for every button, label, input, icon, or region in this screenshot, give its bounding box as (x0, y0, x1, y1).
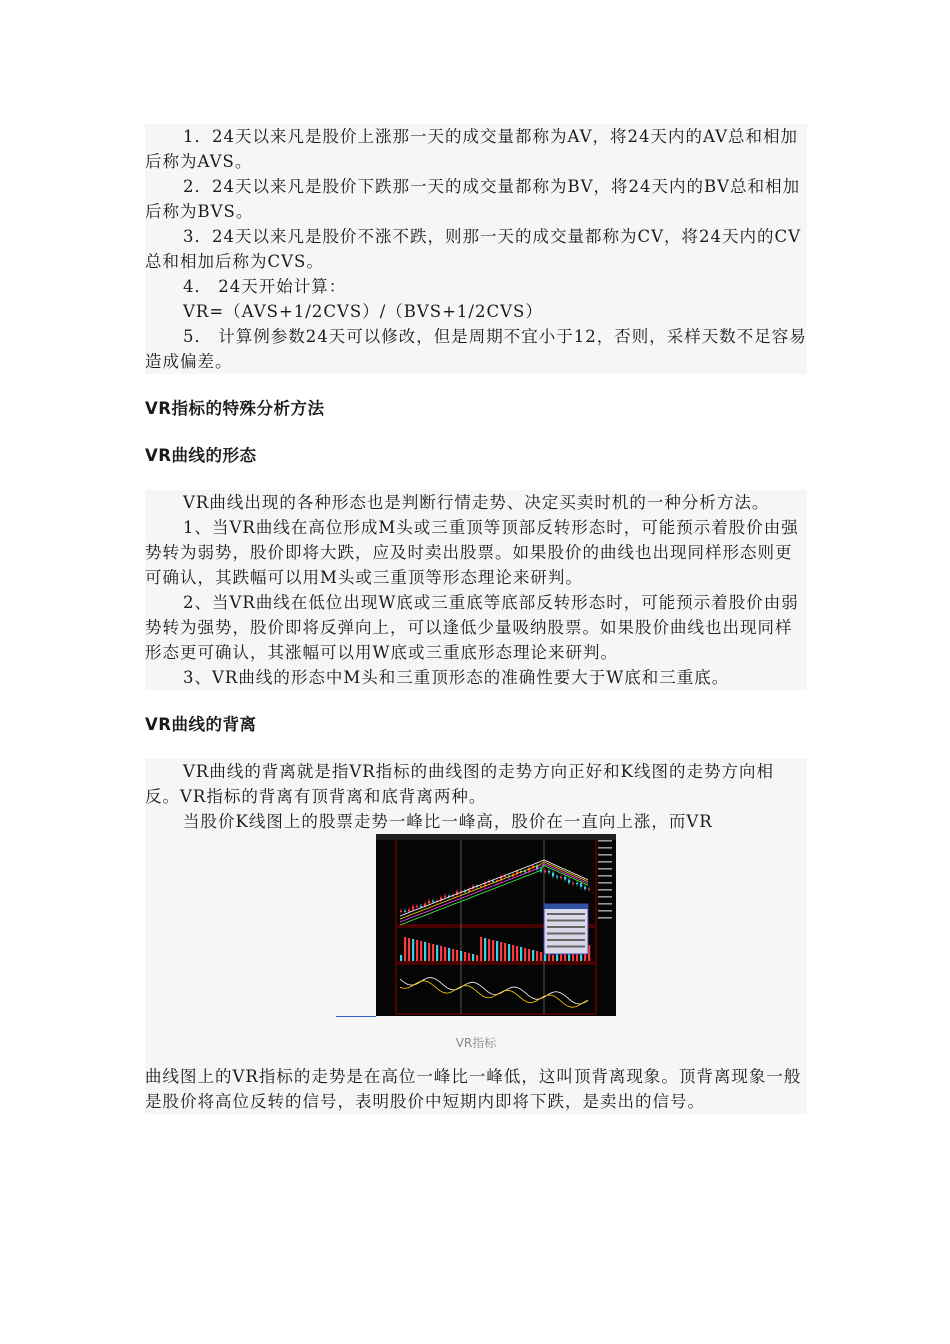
vr-chart-svg (376, 834, 616, 1016)
volume-bar (428, 943, 430, 961)
candle-body (432, 901, 434, 902)
volume-bar (416, 940, 418, 961)
price-scale-tick (598, 903, 612, 905)
heading-divergence: VR曲线的背离 (145, 715, 257, 734)
candle-body (400, 911, 402, 912)
volume-bar (484, 938, 486, 961)
volume-bar (444, 947, 446, 961)
intro-item-3: 3．24天以来凡是股价不涨不跌，则那一天的成交量都称为CV，将24天内的CV总和相加后称为CVS。 (145, 227, 802, 271)
shape-paragraph-1: 1、当VR曲线在高位形成M头或三重顶等顶部反转形态时，可能预示着股价由强势转为弱势，股价即将大跌，应及时卖出股票。如果股价的曲线也出现同样形态则更可确认，其跌幅可以用M头或三重顶等形态理论来研判。 (145, 518, 799, 587)
candle-body (444, 896, 446, 898)
price-scale-tick (598, 840, 612, 842)
intro-block (145, 124, 807, 374)
figure (145, 834, 807, 1064)
price-scale-tick (598, 854, 612, 856)
candle-body (580, 883, 582, 887)
candle-body (416, 906, 418, 907)
volume-bar (400, 955, 402, 961)
volume-bar (520, 947, 522, 961)
candle-body (572, 883, 574, 884)
vr-panel-frame (396, 964, 596, 1014)
volume-bar (440, 946, 442, 961)
volume-bar (548, 954, 550, 961)
volume-bar (432, 944, 434, 961)
candle-body (548, 871, 550, 873)
volume-bar (536, 951, 538, 961)
candle-body (552, 873, 554, 877)
candle-body (524, 871, 526, 872)
price-scale-tick (598, 847, 612, 849)
price-scale-tick (598, 875, 612, 877)
price-scale-tick (598, 868, 612, 870)
volume-bar (524, 948, 526, 961)
volume-bar (436, 945, 438, 961)
shape-paragraph-2: 2、当VR曲线在低位出现W底或三重底等底部反转形态时，可能预示着股价由弱势转为强势，股价即将反弹向上，可以逢低少量吸纳股票。如果股价曲线也出现同样形态更可确认，其涨幅可以用W底或三重底形态理论来研判。 (145, 593, 799, 662)
candle-body (576, 883, 578, 884)
quote-popup-row (547, 920, 585, 922)
closing-paragraph: 曲线图上的VR指标的走势是在高位一峰比一峰低，这叫顶背离现象。顶背离现象一般是股价将高位反转的信号，表明股价中短期内即将下跌，是卖出的信号。 (145, 1067, 802, 1111)
quote-popup-row (547, 946, 585, 948)
candle-body (588, 889, 590, 890)
candle-body (492, 881, 494, 882)
candle-body (420, 906, 422, 907)
volume-bar (508, 944, 510, 961)
volume-bar (476, 955, 478, 961)
candle-body (564, 877, 566, 880)
volume-bar (500, 942, 502, 961)
volume-bar (412, 939, 414, 961)
figure-caption: VR指标 (455, 1036, 497, 1050)
price-scale-tick (598, 882, 612, 884)
intro-item-5: 5． 计算例参数24天可以修改，但是周期不宜小于12，否则，采样天数不足容易造成偏差。 (145, 327, 807, 371)
divergence-block (145, 759, 807, 1114)
candle-body (428, 901, 430, 904)
quote-popup-row (547, 913, 585, 915)
image-link-underline (336, 1016, 376, 1017)
price-scale-tick (598, 889, 612, 891)
document-body (145, 124, 807, 1114)
volume-bar (460, 951, 462, 961)
volume-bar (452, 949, 454, 961)
price-scale-tick (598, 910, 612, 912)
candle-body (404, 911, 406, 912)
quote-popup-row (547, 933, 585, 935)
candle-body (560, 877, 562, 878)
volume-bar (492, 940, 494, 961)
volume-bar (512, 945, 514, 961)
volume-bar (532, 950, 534, 961)
shape-paragraph-intro: VR曲线出现的各种形态也是判断行情走势、决定买卖时机的一种分析方法。 (183, 493, 770, 512)
volume-bar (468, 953, 470, 961)
volume-bar (496, 941, 498, 961)
price-scale-tick (598, 896, 612, 898)
volume-bar (408, 938, 410, 961)
volume-bar (424, 942, 426, 961)
volume-bar (540, 952, 542, 961)
volume-bar (464, 952, 466, 961)
divergence-paragraph-1: VR曲线的背离就是指VR指标的曲线图的走势方向正好和K线图的走势方向相反。VR指标的背离有顶背离和底背离两种。 (145, 762, 775, 806)
heading-shape: VR曲线的形态 (145, 446, 257, 465)
price-scale-tick (598, 861, 612, 863)
volume-bar (480, 937, 482, 961)
volume-bar (552, 955, 554, 961)
quote-popup-row (547, 926, 585, 928)
quote-popup-row (547, 939, 585, 941)
intro-item-2: 2．24天以来凡是股价下跌那一天的成交量都称为BV，将24天内的BV总和相加后称为BVS。 (145, 177, 801, 221)
candle-body (584, 887, 586, 889)
volume-bar (456, 950, 458, 961)
intro-item-1: 1．24天以来凡是股价上涨那一天的成交量都称为AV，将24天内的AV总和相加后称为AVS。 (145, 127, 799, 171)
volume-bar (404, 937, 406, 961)
volume-bar (488, 939, 490, 961)
volume-bar (448, 948, 450, 961)
chart-header-bar (376, 834, 616, 840)
heading-methods: VR指标的特殊分析方法 (145, 399, 325, 418)
candle-body (556, 876, 558, 877)
price-scale-tick (598, 917, 612, 919)
candle-body (568, 880, 570, 883)
quote-popup-titlebar (544, 904, 588, 909)
volume-bar (504, 943, 506, 961)
intro-item-4: 4． 24天开始计算： (183, 277, 347, 296)
vr-indicator-chart-image (376, 834, 616, 1016)
candle-body (408, 910, 410, 912)
volume-bar (420, 941, 422, 961)
vr-formula: VR=（AVS+1/2CVS）/（BVS+1/2CVS） (183, 302, 543, 321)
candle-body (544, 871, 546, 872)
candle-body (412, 906, 414, 909)
volume-bar (528, 949, 530, 961)
shape-block (145, 490, 807, 690)
volume-bar (516, 946, 518, 961)
volume-bar (472, 954, 474, 961)
shape-paragraph-3: 3、VR曲线的形态中M头和三重顶形态的准确性要大于W底和三重底。 (183, 668, 730, 687)
divergence-paragraph-2: 当股价K线图上的股票走势一峰比一峰高，股价在一直向上涨，而VR (183, 812, 713, 831)
